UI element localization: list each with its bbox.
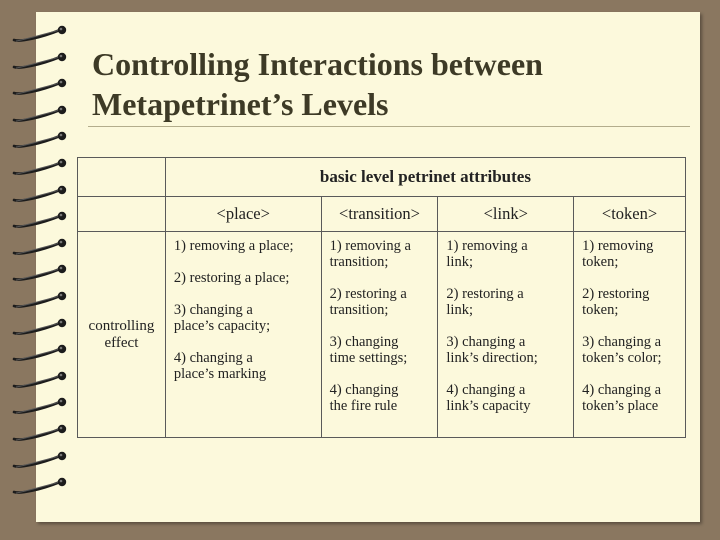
item-line-2: link; xyxy=(446,254,473,270)
list-item xyxy=(174,238,315,254)
item-line-1: 1) removing a place; xyxy=(173,238,294,254)
column-header-row xyxy=(78,197,686,232)
item-line-1: 4) changing a xyxy=(446,382,526,398)
cell-link xyxy=(438,232,574,438)
empty-header-cell xyxy=(78,197,166,232)
col-header-link: <link> xyxy=(438,197,574,232)
list-item xyxy=(446,382,567,414)
list-item xyxy=(174,302,315,334)
binding-ring xyxy=(10,130,68,150)
col-header-transition: <transition> xyxy=(321,197,438,232)
binding-ring xyxy=(10,210,68,230)
title-line-1: Controlling Interactions between xyxy=(92,46,543,82)
binding-ring xyxy=(10,396,68,416)
binding-ring xyxy=(10,343,68,363)
col-header-token: <token> xyxy=(574,197,686,232)
item-line-2: place’s capacity; xyxy=(173,318,271,334)
item-line-2: time settings; xyxy=(329,350,408,366)
binding-ring xyxy=(10,423,68,443)
item-line-1: 1) removing a xyxy=(446,238,528,254)
table-header: basic level petrinet attributes xyxy=(165,158,685,197)
col-header-place: <place> xyxy=(165,197,321,232)
item-line-2: token; xyxy=(582,254,619,270)
item-line-1: 1) removing xyxy=(582,238,654,254)
binding-ring xyxy=(10,476,68,496)
row-header xyxy=(78,232,166,438)
item-line-1: 3) changing a xyxy=(582,334,662,350)
binding-ring xyxy=(10,104,68,124)
title-divider xyxy=(88,126,690,127)
item-line-1: 3) changing a xyxy=(173,302,253,318)
item-line-1: 2) restoring a xyxy=(329,286,407,302)
binding-ring xyxy=(10,237,68,257)
item-line-2: token; xyxy=(582,302,619,318)
list-item xyxy=(330,334,432,366)
attributes-table xyxy=(77,157,686,438)
cell-place xyxy=(165,232,321,438)
binding-ring xyxy=(10,450,68,470)
list-item xyxy=(446,238,567,270)
item-line-2: token’s color; xyxy=(582,350,662,366)
list-item xyxy=(582,334,679,366)
list-item xyxy=(330,238,432,270)
binding-ring xyxy=(10,370,68,390)
item-line-1: 1) removing a xyxy=(329,238,411,254)
controlling-effect-row xyxy=(78,232,686,438)
slide-title xyxy=(92,44,692,124)
list-item xyxy=(582,382,679,414)
binding-ring xyxy=(10,184,68,204)
list-item xyxy=(330,382,432,414)
list-item xyxy=(446,334,567,366)
item-line-1: 4) changing xyxy=(329,382,399,398)
item-line-2: place’s marking xyxy=(173,366,267,382)
binding-ring xyxy=(10,157,68,177)
item-line-2: the fire rule xyxy=(329,398,398,414)
item-line-2: transition; xyxy=(329,254,389,270)
item-line-2: link’s direction; xyxy=(446,350,538,366)
table-title-row xyxy=(78,158,686,197)
binding-ring xyxy=(10,51,68,71)
binding-ring xyxy=(10,24,68,44)
item-line-1: 4) changing a xyxy=(173,350,253,366)
title-line-2: Metapetrinet’s Levels xyxy=(92,86,389,122)
list-item xyxy=(446,286,567,318)
item-line-1: 2) restoring a place; xyxy=(173,270,290,286)
empty-corner-cell xyxy=(78,158,166,197)
binding-ring xyxy=(10,77,68,97)
list-item xyxy=(582,238,679,270)
list-item xyxy=(330,286,432,318)
cell-transition xyxy=(321,232,438,438)
item-line-2: link; xyxy=(446,302,473,318)
list-item xyxy=(174,270,315,286)
item-line-2: token’s place xyxy=(582,398,659,414)
row-label-line-1: controlling xyxy=(88,317,155,334)
cell-token xyxy=(574,232,686,438)
item-line-1: 4) changing a xyxy=(582,382,662,398)
list-item xyxy=(582,286,679,318)
binding-ring xyxy=(10,317,68,337)
item-line-1: 3) changing a xyxy=(446,334,526,350)
item-line-1: 2) restoring a xyxy=(446,286,524,302)
item-line-2: link’s capacity xyxy=(446,398,531,414)
row-label-line-2: effect xyxy=(104,334,139,351)
binding-ring xyxy=(10,263,68,283)
item-line-1: 3) changing xyxy=(329,334,399,350)
list-item xyxy=(174,350,315,382)
binding-ring xyxy=(10,290,68,310)
item-line-1: 2) restoring xyxy=(582,286,650,302)
item-line-2: transition; xyxy=(329,302,389,318)
